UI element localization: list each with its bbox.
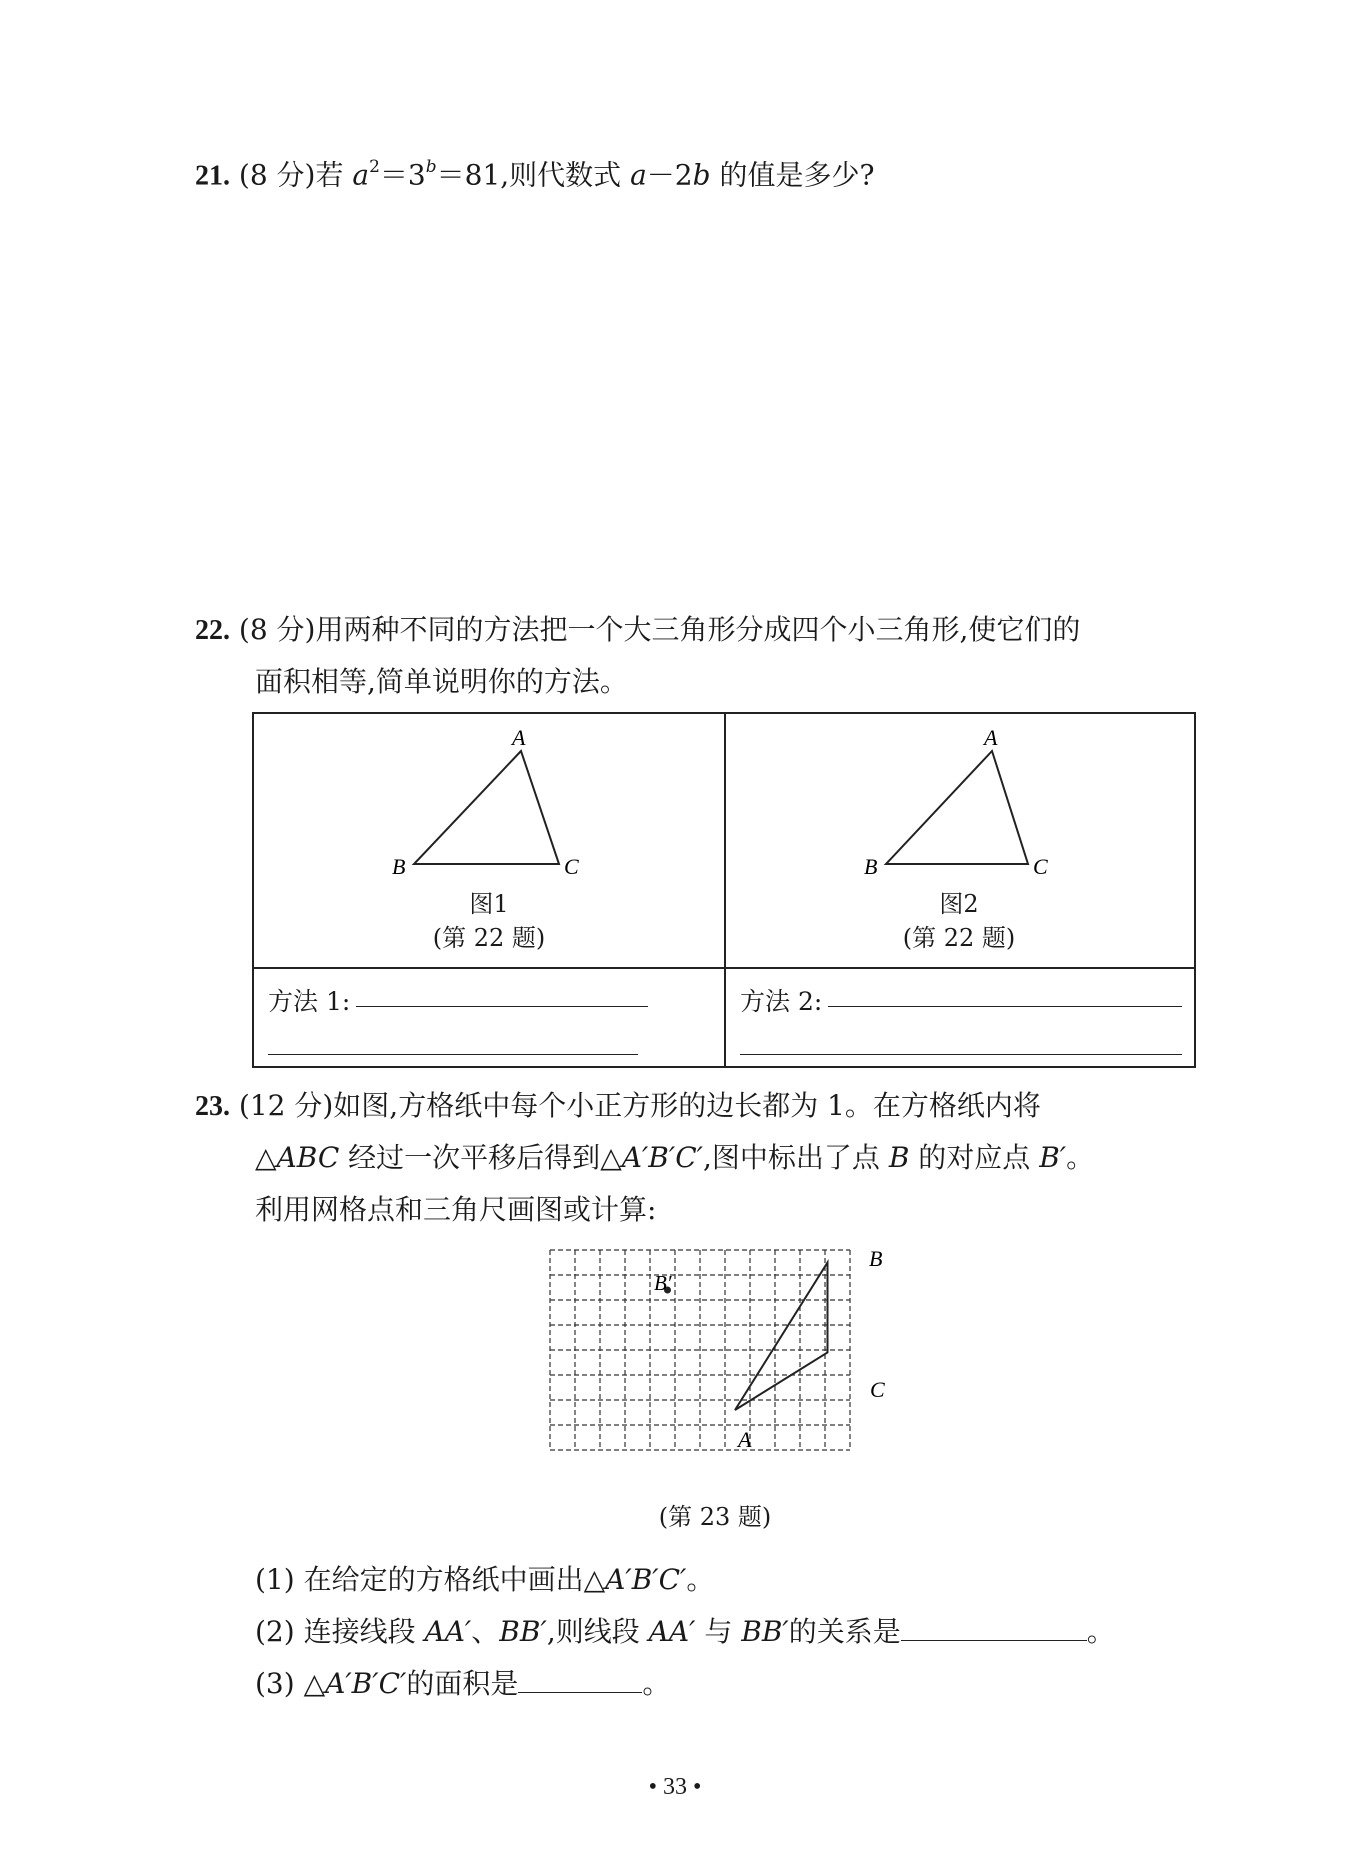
text: 的面积是: [406, 1667, 519, 1700]
expression-part: －2: [646, 158, 693, 192]
text: 的关系是: [788, 1615, 901, 1648]
answer-blank-2[interactable]: [901, 1612, 1087, 1641]
question-number: 21.: [195, 160, 230, 192]
segment-bb-prime: BB′: [741, 1615, 789, 1648]
text: 与: [695, 1615, 742, 1648]
point-b: B: [888, 1141, 910, 1174]
grid-label-b-prime: B′: [654, 1271, 672, 1295]
page-number: • 33 •: [648, 1774, 702, 1800]
question-21: [195, 143, 874, 202]
method-2-answer-line-1[interactable]: [828, 1006, 1182, 1007]
question-text: 如图,方格纸中每个小正方形的边长都为 1。在方格纸内将: [333, 1089, 1041, 1122]
method-2-answer-line-2[interactable]: [740, 1054, 1182, 1055]
triangle-abc-prime: △A′B′C′: [303, 1667, 407, 1700]
equation-part: ＝81,则代数式: [436, 158, 631, 192]
method-1-answer-line-2[interactable]: [268, 1054, 638, 1055]
question-score: (8 分): [238, 613, 316, 646]
grid-label-b: B: [869, 1246, 883, 1271]
figure-1-caption: 图1: [469, 890, 509, 918]
grid-label-a: A: [738, 1427, 752, 1452]
grid-figure: [538, 1242, 898, 1496]
grid-paper[interactable]: [538, 1242, 898, 1492]
triangle-abc-prime: △A′B′C′: [600, 1141, 704, 1174]
text: 。: [642, 1667, 671, 1700]
table-divider-horizontal: [254, 967, 1194, 969]
grid-label-c: C: [870, 1377, 885, 1402]
question-23: [195, 1080, 1041, 1133]
text: (2) 连接线段: [255, 1615, 425, 1648]
vertex-label-b: B: [392, 854, 406, 879]
text: 。: [686, 1563, 715, 1596]
question-score: (12 分): [238, 1089, 334, 1122]
question-text: 若: [315, 158, 353, 192]
triangle-abc-shape: [735, 1263, 828, 1411]
text: 。: [1086, 1615, 1115, 1648]
text: (1) 在给定的方格纸中画出: [255, 1563, 584, 1596]
text: 。: [1066, 1141, 1095, 1174]
variable-a: a: [352, 158, 370, 192]
answer-blank-3[interactable]: [518, 1664, 642, 1693]
figure-2-caption: 图2: [939, 890, 979, 918]
sub-question-3: [255, 1658, 670, 1710]
text: 经过一次平移后得到: [339, 1141, 601, 1174]
method-1-label: 方法 1:: [268, 987, 351, 1016]
variable-b: b: [692, 158, 711, 192]
text: ,图中标出了点: [703, 1141, 889, 1174]
triangle-abc-prime: △A′B′C′: [583, 1563, 687, 1596]
segment-aa-prime: AA′: [424, 1615, 472, 1648]
exponent-b: b: [425, 157, 437, 177]
text: ,则线段: [546, 1615, 649, 1648]
figure-2-subcaption: (第 22 题): [902, 924, 1016, 952]
text: 、: [471, 1615, 500, 1648]
triangle-abc: △ABC: [255, 1141, 340, 1174]
question-text: 用两种不同的方法把一个大三角形分成四个小三角形,使它们的: [315, 613, 1081, 646]
question-23-line2: [255, 1132, 1094, 1184]
vertex-label-a: A: [512, 725, 526, 750]
sub-question-2: [255, 1606, 1115, 1658]
equation-part: ＝3: [379, 158, 426, 192]
sub-question-1: [255, 1554, 714, 1606]
method-1-answer-line-1[interactable]: [356, 1006, 648, 1007]
question-22-line2: 面积相等,简单说明你的方法。: [255, 665, 628, 698]
text: (3): [255, 1667, 304, 1700]
point-b-prime: B′: [1039, 1141, 1067, 1174]
question-score: (8 分): [238, 158, 316, 192]
grid-caption: (第 23 题): [658, 1503, 772, 1531]
question-22: [195, 604, 1080, 657]
variable-a: a: [630, 158, 647, 192]
question-number: 22.: [195, 615, 230, 646]
vertex-label-b: B: [864, 854, 878, 879]
exponent: 2: [369, 157, 380, 177]
figure-1-subcaption: (第 22 题): [432, 924, 546, 952]
question-23-line3: 利用网格点和三角尺画图或计算:: [255, 1193, 657, 1226]
vertex-label-a: A: [984, 725, 998, 750]
grid-lines: [550, 1250, 850, 1450]
question-text: 的值是多少?: [710, 158, 875, 192]
segment-aa-prime: AA′: [648, 1615, 696, 1648]
methods-table: [252, 712, 1196, 1068]
question-number: 23.: [195, 1091, 230, 1122]
vertex-label-c: C: [1033, 854, 1048, 879]
text: 的对应点: [909, 1141, 1040, 1174]
segment-bb-prime: BB′: [499, 1615, 547, 1648]
method-2-label: 方法 2:: [740, 987, 823, 1016]
vertex-label-c: C: [564, 854, 579, 879]
